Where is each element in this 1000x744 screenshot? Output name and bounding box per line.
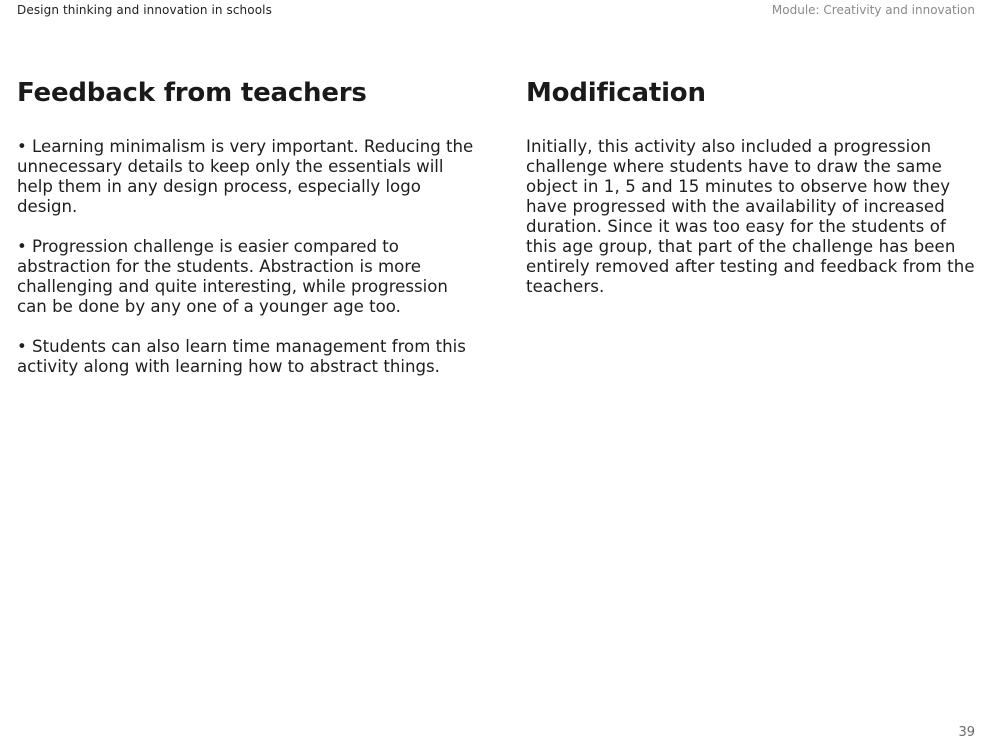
feedback-section xyxy=(17,75,479,397)
modification-section xyxy=(526,75,978,297)
modification-paragraph: Initially, this activity also included a progression challenge where students have to draw the same object in 1, 5 and 15 minutes to observe how they have progressed with the availability of increased duration. Since it was too easy for the students of this age group, that part of the challenge has been entirely removed after testing and feedback from the teachers. xyxy=(526,137,975,296)
modification-heading: Modification xyxy=(526,78,706,108)
running-header-module: Module: Creativity and innovation xyxy=(771,3,975,17)
feedback-bullet-1: • Learning minimalism is very important. Reducing the unnecessary details to keep only the essentials will help them in any design process, especially logo design. xyxy=(17,137,474,216)
running-header-title: Design thinking and innovation in schools xyxy=(17,3,272,17)
feedback-bullet-2: • Progression challenge is easier compared to abstraction for the students. Abstraction is more challenging and quite interesting, while progression can be done by any one of a younger age too. xyxy=(17,237,448,316)
feedback-heading: Feedback from teachers xyxy=(17,78,367,108)
feedback-bullet-3: • Students can also learn time management from this activity along with learning how to abstract things. xyxy=(17,337,466,376)
page-number: 39 xyxy=(958,725,975,740)
